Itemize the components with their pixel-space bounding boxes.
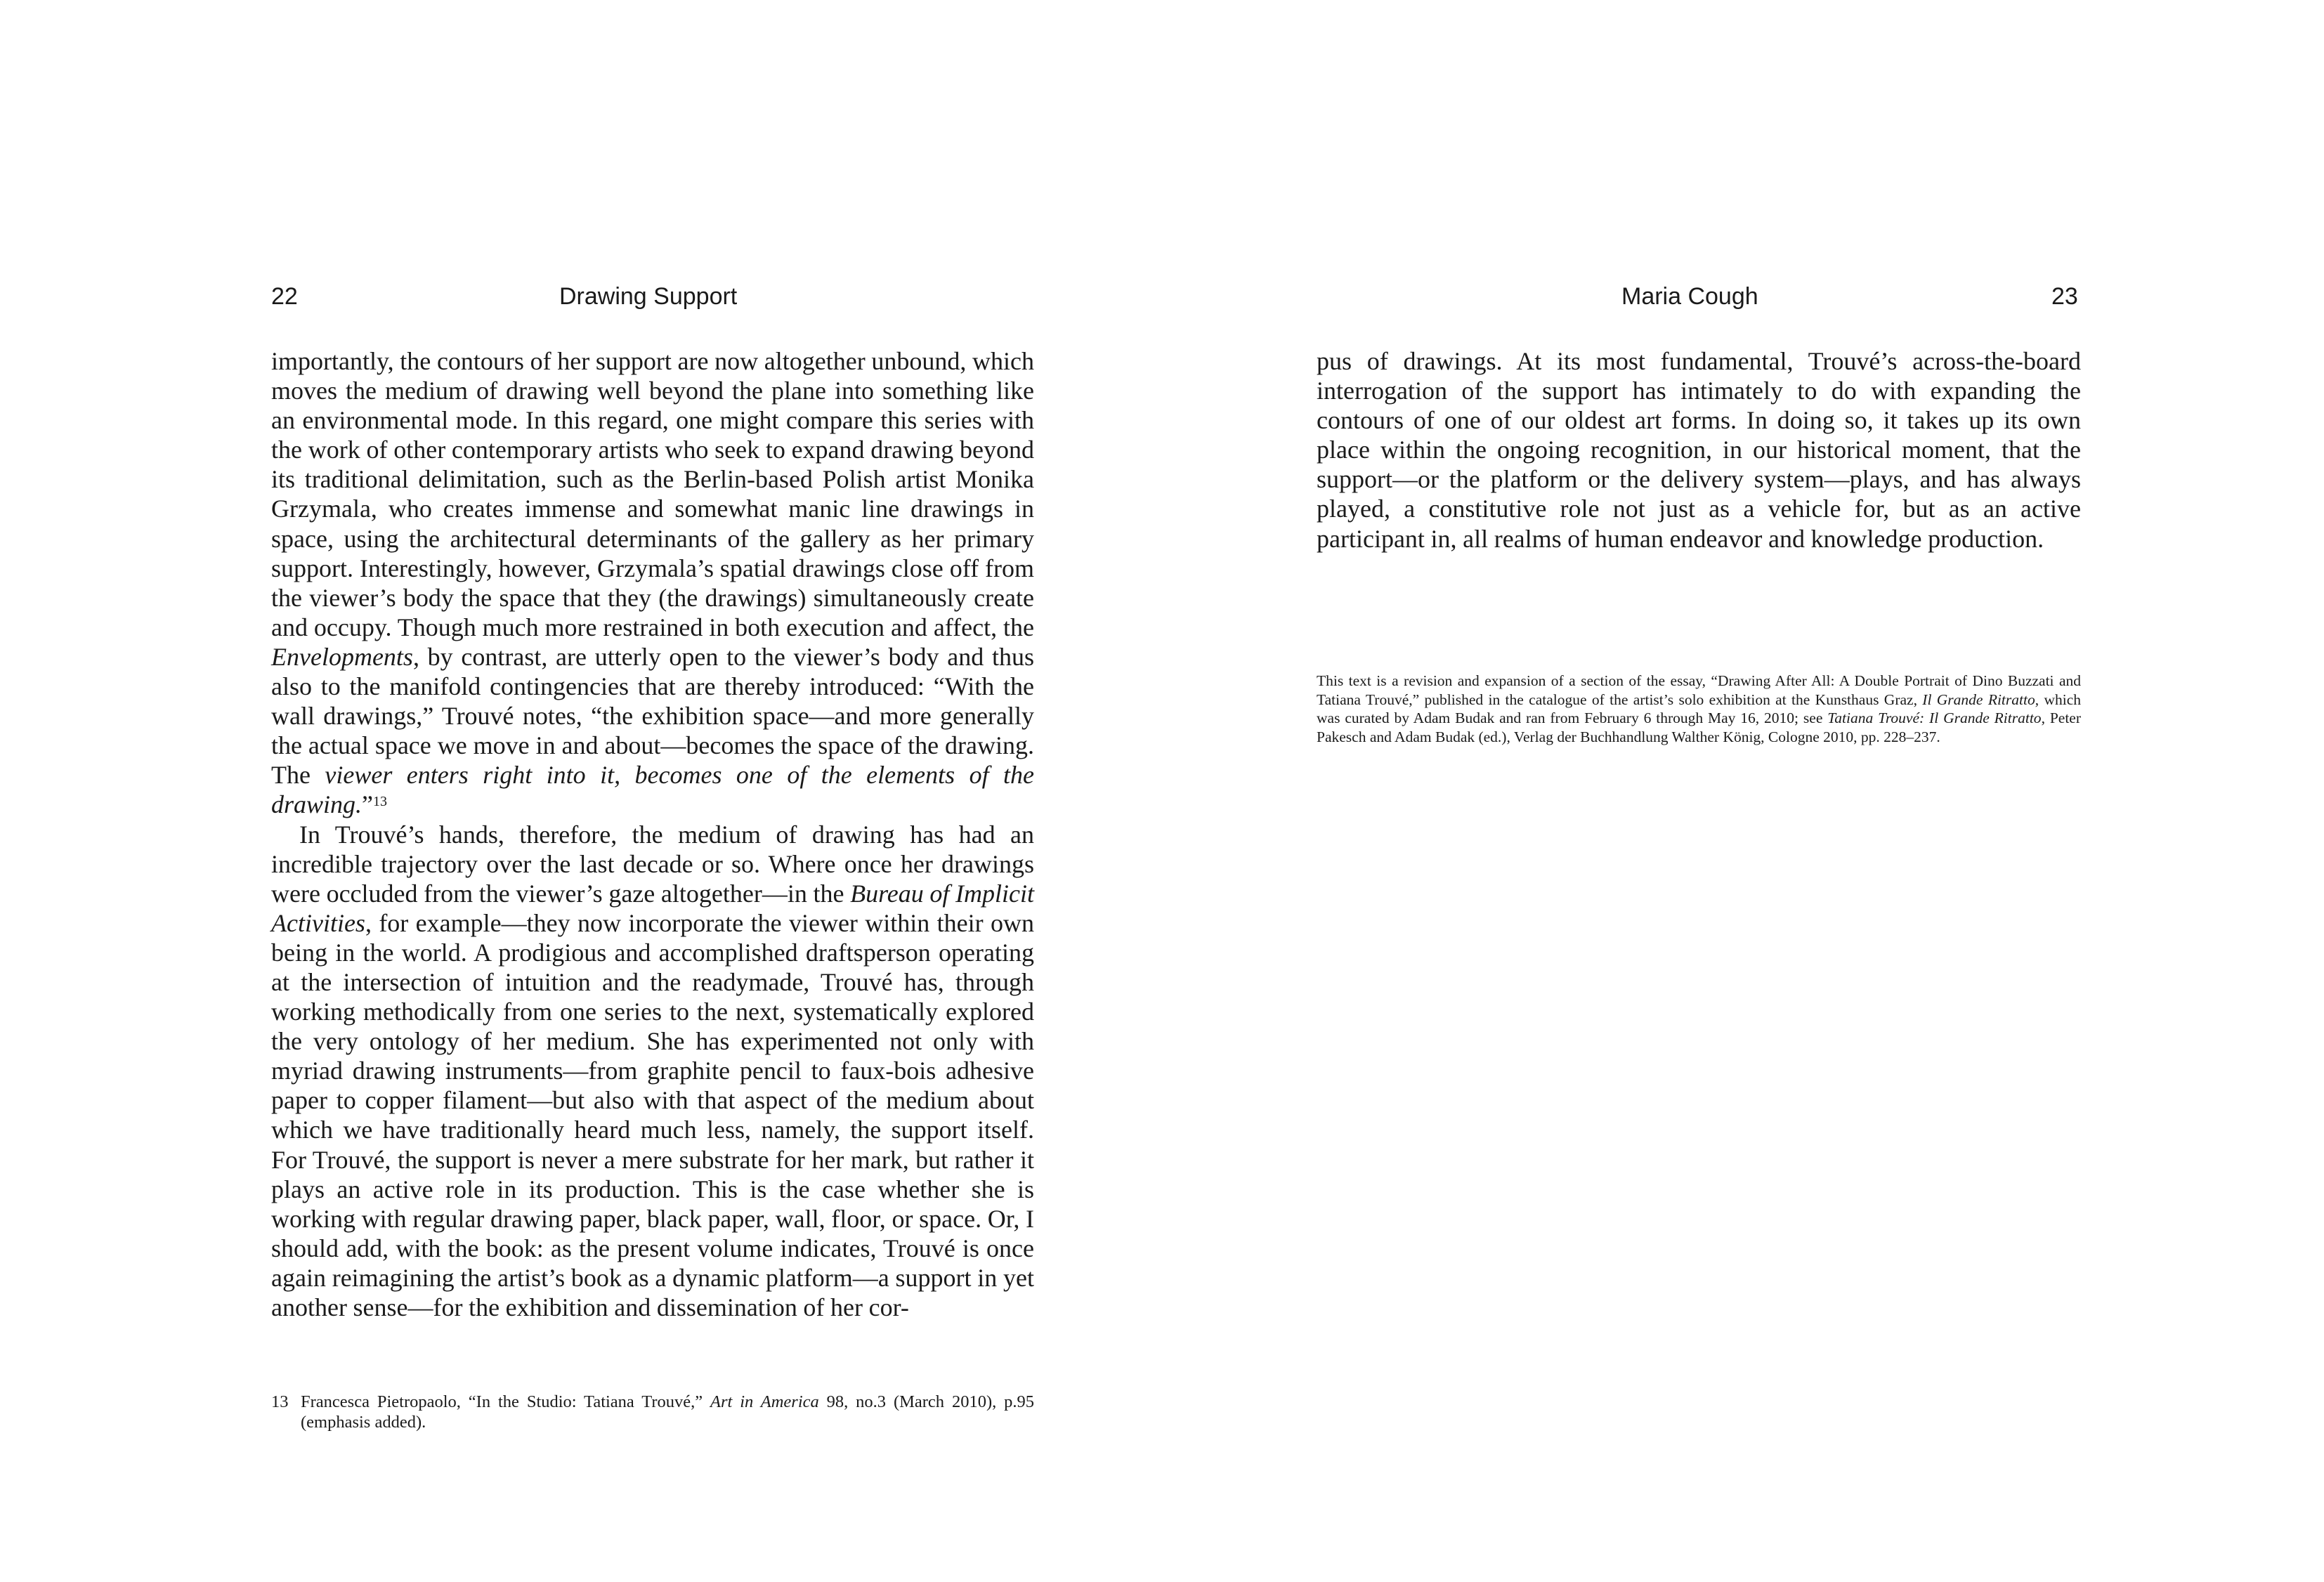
footnote-reference[interactable]: 13 — [373, 794, 388, 810]
running-title-left: Drawing Support — [559, 283, 738, 310]
body-text-right — [1317, 346, 2081, 554]
footnote-text: Francesca Pietropaolo, “In the Studio: Tatiana Trouvé,” Art in America 98, no.3 (March 2010), p.95 (emphasis added). — [301, 1392, 1035, 1432]
page-number-left: 22 — [271, 283, 298, 310]
paragraph: importantly, the contours of her support are now altogether unbound, which moves the medium of drawing well beyond the plane into something like an environmental mode. In this regard, one might compare this series with the work of other contemporary artists who seek to expand drawing beyond its traditional delimitation, such as the Berlin-based Polish artist Monika Grzymala, who creates immense and somewhat manic line drawings in space, using the architectural determinants of the gallery as her primary support. Interestingly, however, Grzymala’s spatial drawings close off from the viewer’s body the space that they (the drawings) simultaneously create and occupy. Though much more restrained in both execution and affect, the Envelopments, by contrast, are utterly open to the viewer’s body and thus also to the manifold contingencies that are thereby introduced: “With the wall drawings,” Trouvé notes, “the exhibition space—and more generally the actual space we move in and about—becomes the space of the drawing. The viewer enters right into it, becomes one of the elements of the drawing.”$^{13}$ — [271, 347, 1034, 819]
right-page — [1162, 0, 2324, 1582]
footnote-left — [271, 1392, 1034, 1432]
page-number-right: 23 — [2051, 283, 2078, 310]
footnote-right: This text is a revision and expansion of a section of the essay, “Drawing After All: A Double Portrait of Dino Buzzati and Tatiana Trouvé,” published in the catalogue of the artist’s solo exhibition at the Kunsthaus Graz, Il Grande Ritratto, which was curated by Adam Budak and ran from February 6 through May 16, 2010; see Tatiana Trouvé: Il Grande Ritratto, Peter Pakesch and Adam Budak (ed.), Verlag der Buchhandlung Walther König, Cologne 2010, pp. 228–237. — [1317, 672, 2082, 745]
paragraph: In Trouvé’s hands, therefore, the medium of drawing has had an incredible trajectory over the last decade or so. Where once her drawings were occluded from the viewer’s gaze altogether—in the Bureau of Implicit Activities, for example—they now incorporate the viewer within their own being in the world. A prodigious and accomplished draftsperson operating at the intersection of intuition and the readymade, Trouvé has, through working methodically from one series to the next, systematically explored the very ontology of her medium. She has experimented not only with myriad drawing instruments—from graphite pencil to faux-bois adhesive paper to copper filament—but also with that aspect of the medium about which we have traditionally heard much less, namely, the support itself. For Trouvé, the support is never a mere substrate for her mark, but rather it plays an active role in its production. This is the case whether she is working with regular drawing paper, black paper, wall, floor, or space. Or, I should add, with the book: as the present volume indicates, Trouvé is once again reimagining the artist’s book as a dynamic platform—a support in yet another sense—for the exhibition and dissemination of her cor- — [271, 820, 1034, 1321]
footnote-number: 13 — [271, 1392, 289, 1411]
running-title-right: Maria Cough — [1621, 283, 1758, 310]
body-text-left — [271, 346, 1034, 1322]
paragraph: pus of drawings. At its most fundamental, Trouvé’s across-the-board interrogation of the support has intimately to do with expanding the contours of one of our oldest art forms. In doing so, it takes up its own place within the ongoing recognition, in our historical moment, that the support—or the platform or the delivery system—plays, and has always played, a constitutive role not just as a vehicle for, but as an active participant in, all realms of human endeavor and knowledge production. — [1317, 347, 2081, 553]
